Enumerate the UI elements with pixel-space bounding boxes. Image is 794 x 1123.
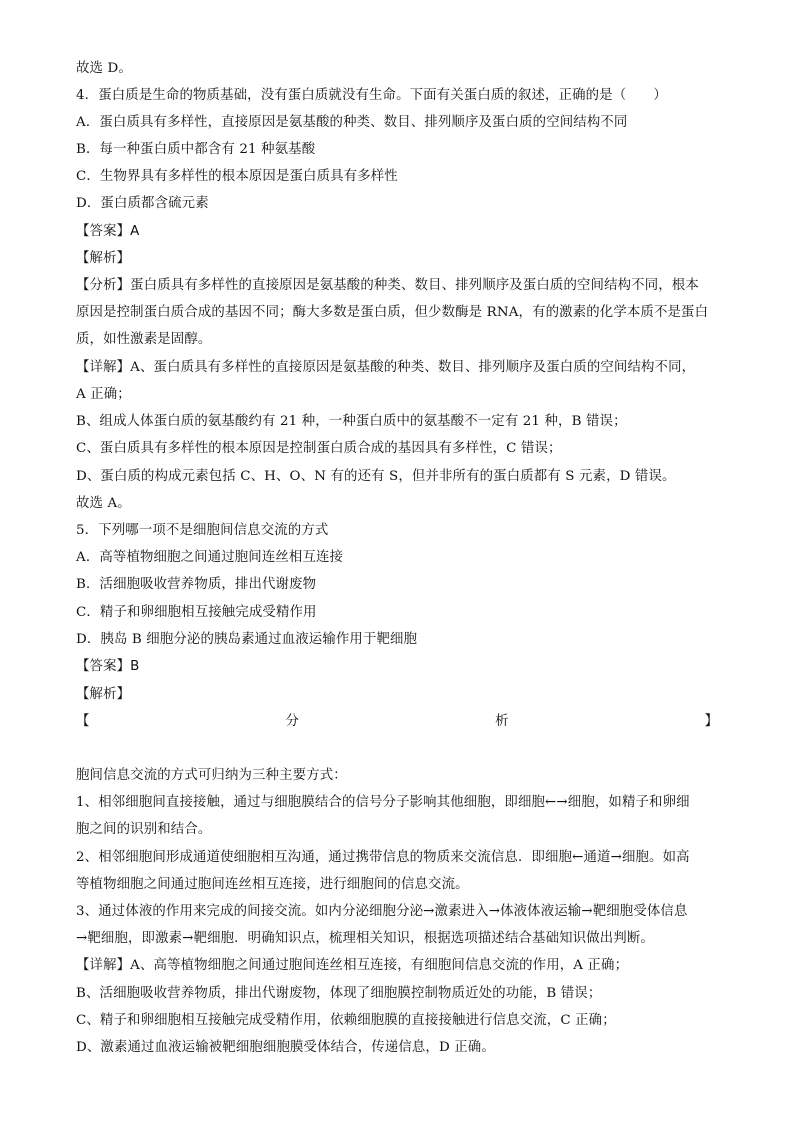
text-line: 【分析】蛋白质具有多样性的直接原因是氨基酸的种类、数目、排列顺序及蛋白质的空间结构不同，根本	[76, 278, 699, 293]
text-line: 质，如性激素是固醇。	[76, 332, 212, 347]
text-line: 胞之间的识别和结合。	[76, 822, 212, 837]
text-line: 1、相邻细胞间直接接触，通过与细胞膜结合的信号分子影响其他细胞，即细胞←→细胞，如精子和卵细	[76, 795, 690, 810]
heading-char: 析	[495, 714, 509, 729]
text-line: 故选 A。	[76, 496, 131, 511]
text-line: 3、通过体液的作用来完成的间接交流。如内分泌细胞分泌→激素进入→体液体液运输→靶细胞受体信息	[76, 904, 688, 919]
text-line: B、活细胞吸收营养物质，排出代谢废物，体现了细胞膜控制物质近处的功能，B 错误；	[76, 986, 602, 1001]
option-d: D．蛋白质都含硫元素	[76, 196, 209, 211]
analysis-label: 【解析】	[76, 251, 131, 266]
option-a: A．蛋白质具有多样性，直接原因是氨基酸的种类、数目、排列顺序及蛋白质的空间结构不同	[76, 115, 628, 130]
text-line: 胞间信息交流的方式可归纳为三种主要方式：	[76, 768, 347, 783]
analysis-label: 【解析】	[76, 687, 131, 702]
text-line: 原因是控制蛋白质合成的基因不同；酶大多数是蛋白质，但少数酶是 RNA，有的激素的化学本质不是蛋白	[76, 305, 709, 320]
analysis-heading-spread	[76, 712, 718, 732]
heading-char: 分	[285, 714, 299, 729]
answer-label: 【答案】A	[76, 224, 140, 239]
option-c: C．生物界具有多样性的根本原因是蛋白质具有多样性	[76, 169, 398, 184]
text-line: 【详解】A、高等植物细胞之间通过胞间连丝相互连接，有细胞间信息交流的作用，A 正确；	[76, 958, 629, 973]
text-line: D、蛋白质的构成元素包括 C、H、O、N 有的还有 S，但并非所有的蛋白质都有 S 元素，D 错误。	[76, 469, 676, 484]
bracket-open: 【	[76, 714, 90, 729]
bracket-close: 】	[704, 714, 718, 729]
question-4-stem: 4．蛋白质是生命的物质基础，没有蛋白质就没有生命。下面有关蛋白质的叙述，正确的是（ ）	[76, 88, 667, 103]
text-line: 等植物细胞之间通过胞间连丝相互连接，进行细胞间的信息交流。	[76, 877, 469, 892]
text-line: 【详解】A、蛋白质具有多样性的直接原因是氨基酸的种类、数目、排列顺序及蛋白质的空间结构不同，	[76, 360, 696, 375]
text-line: A 正确；	[76, 387, 131, 402]
text-line: 故选 D。	[76, 61, 132, 76]
option-b: B．每一种蛋白质中都含有 21 种氨基酸	[76, 142, 316, 157]
option-b: B．活细胞吸收营养物质，排出代谢废物	[76, 577, 317, 592]
text-line: D、激素通过血液运输被靶细胞细胞膜受体结合，传递信息，D 正确。	[76, 1040, 495, 1055]
option-a: A．高等植物细胞之间通过胞间连丝相互连接	[76, 550, 344, 565]
text-line: B、组成人体蛋白质的氨基酸约有 21 种，一种蛋白质中的氨基酸不一定有 21 种，B 错误；	[76, 414, 627, 429]
text-line: →靶细胞，即激素→靶细胞．明确知识点，梳理相关知识，根据选项描述结合基础知识做出判断。	[76, 931, 654, 946]
option-c: C．精子和卵细胞相互接触完成受精作用	[76, 605, 317, 620]
option-d: D．胰岛 B 细胞分泌的胰岛素通过血液运输作用于靶细胞	[76, 632, 418, 647]
text-line: C、精子和卵细胞相互接触完成受精作用，依赖细胞膜的直接接触进行信息交流，C 正确；	[76, 1013, 616, 1028]
answer-label: 【答案】B	[76, 659, 140, 674]
question-5-stem: 5．下列哪一项不是细胞间信息交流的方式	[76, 523, 329, 538]
text-line: 2、相邻细胞间形成通道使细胞相互沟通，通过携带信息的物质来交流信息．即细胞←通道→细胞。如高	[76, 850, 690, 865]
text-line: C、蛋白质具有多样性的根本原因是控制蛋白质合成的基因具有多样性，C 错误；	[76, 441, 562, 456]
